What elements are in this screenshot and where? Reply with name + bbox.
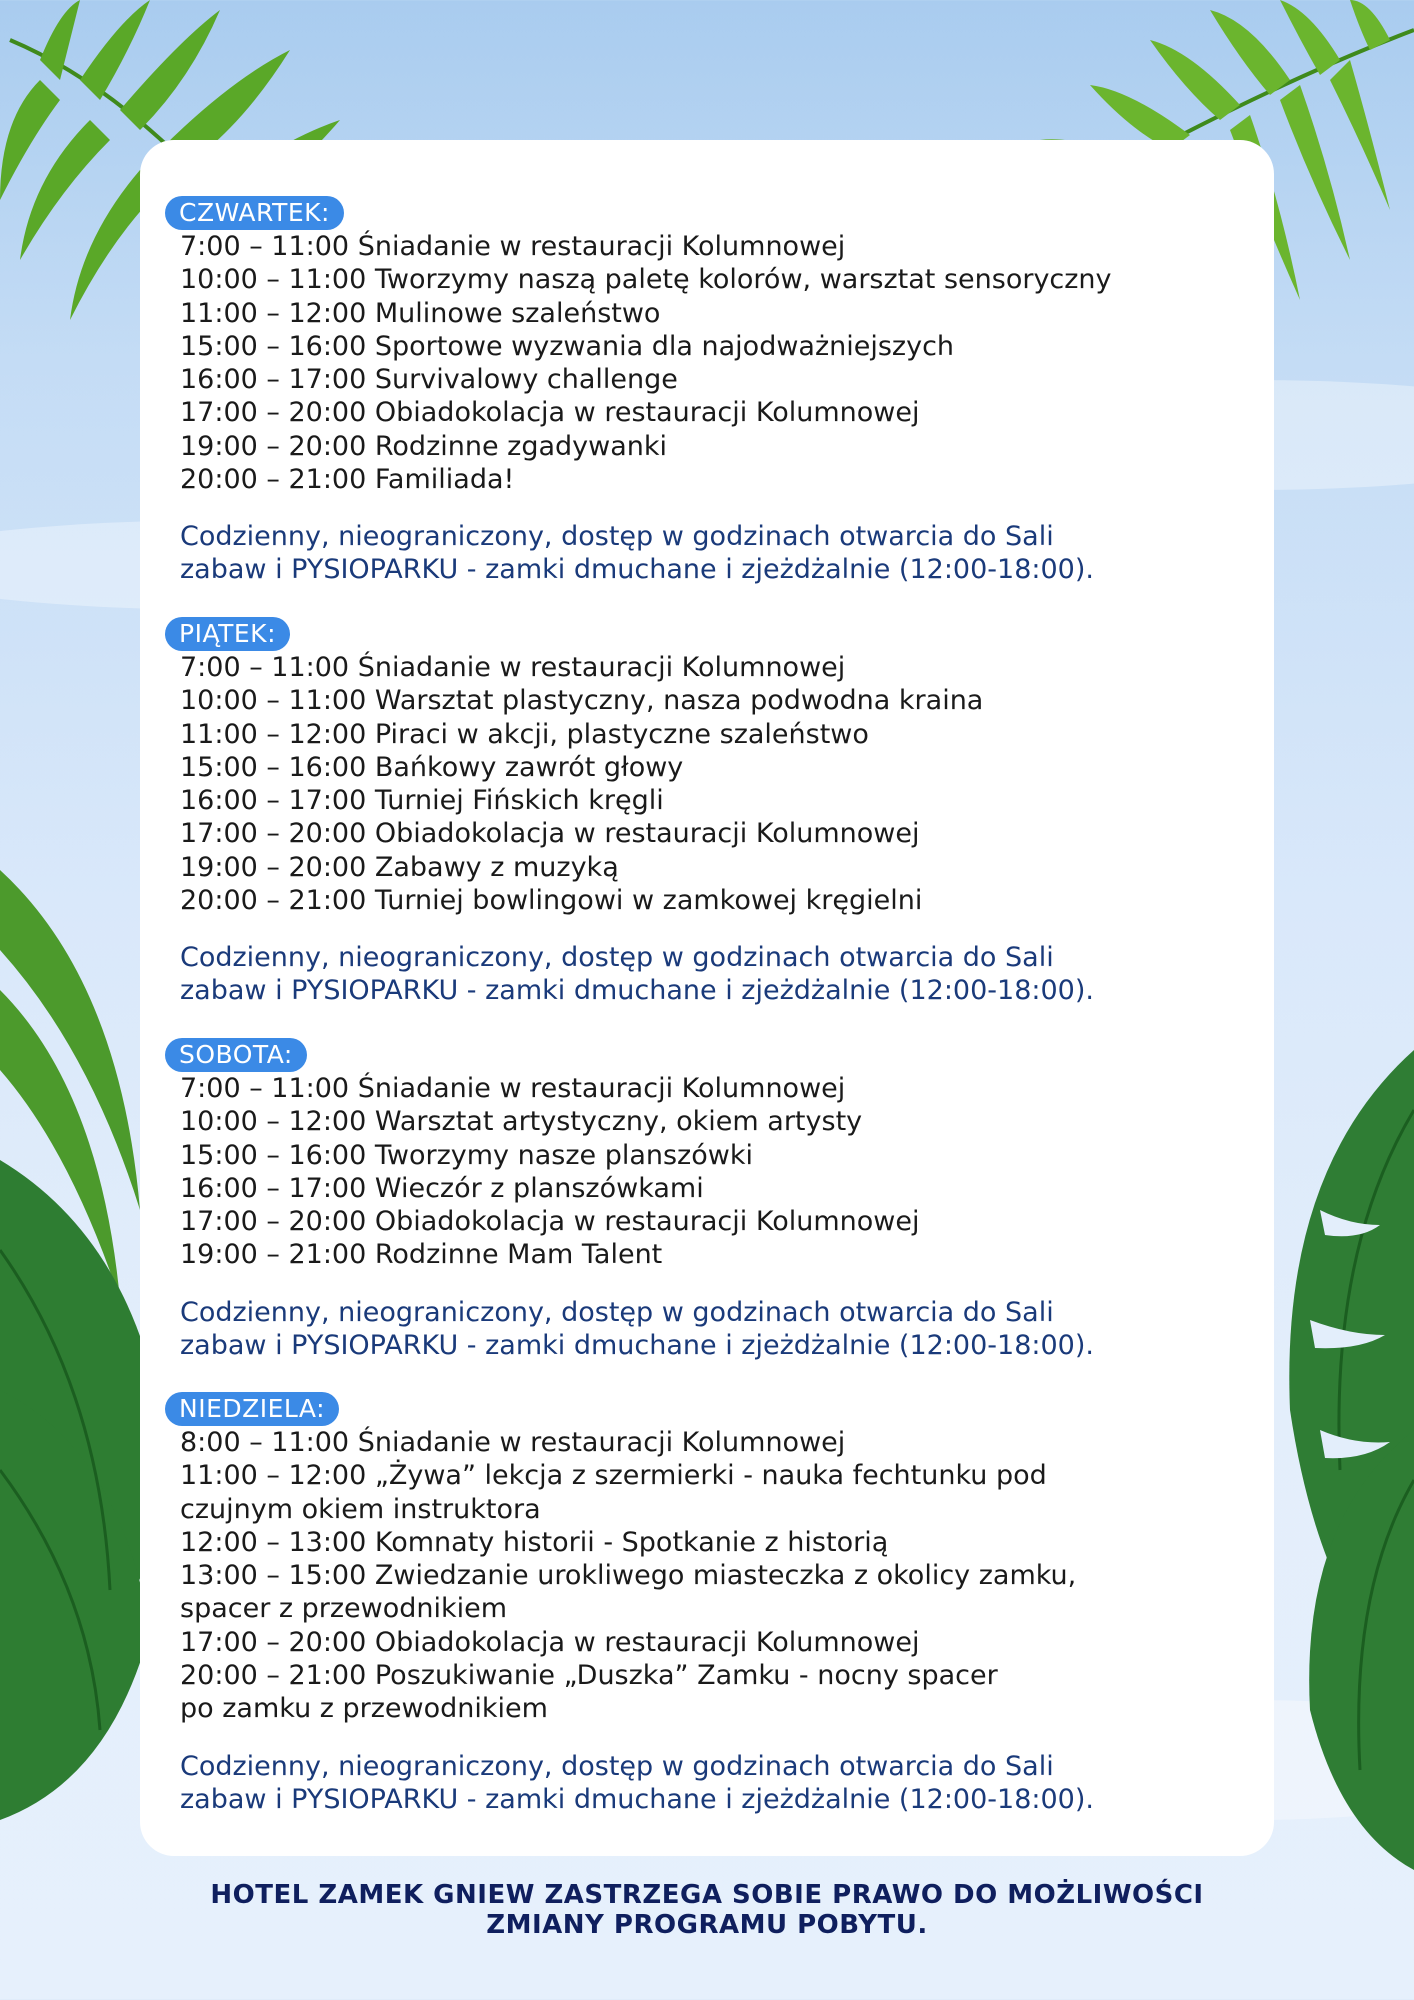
day-section-sunday [165, 1392, 1225, 1816]
daily-access-note [165, 1750, 1225, 1816]
schedule-item: 15:00 – 16:00 Tworzymy nasze planszówki [180, 1139, 753, 1171]
schedule-item: po zamku z przewodnikiem [180, 1693, 548, 1725]
day-section-saturday [165, 1038, 1225, 1362]
schedule-item: 8:00 – 11:00 Śniadanie w restauracji Kolumnowej [180, 1427, 846, 1458]
schedule-item: 11:00 – 12:00 Piraci w akcji, plastyczne szaleństwo [180, 718, 869, 750]
program-change-disclaimer [0, 1880, 1414, 1940]
schedule-item: 17:00 – 20:00 Obiadokolacja w restauracji Kolumnowej [180, 1626, 920, 1658]
note-line: zabaw i PYSIOPARKU - zamki dmuchane i zjeżdżalnie (12:00-18:00). [180, 1783, 1094, 1815]
note-line: zabaw i PYSIOPARKU - zamki dmuchane i zjeżdżalnie (12:00-18:00). [180, 554, 1094, 586]
schedule-item: 13:00 – 15:00 Zwiedzanie urokliwego miasteczka z okolicy zamku, [180, 1560, 1077, 1592]
schedule-item: spacer z przewodnikiem [180, 1593, 508, 1625]
schedule-list [165, 1072, 1225, 1272]
schedule-list [165, 651, 1225, 917]
schedule-item: 7:00 – 11:00 Śniadanie w restauracji Kolumnowej [180, 1073, 846, 1104]
schedule-item: 19:00 – 20:00 Rodzinne zgadywanki [180, 430, 668, 462]
schedule-item: 17:00 – 20:00 Obiadokolacja w restauracji Kolumnowej [180, 1206, 920, 1238]
schedule-item: 17:00 – 20:00 Obiadokolacja w restauracji Kolumnowej [180, 818, 920, 850]
daily-access-note [165, 941, 1225, 1007]
schedule-item: czujnym okiem instruktora [180, 1493, 541, 1525]
schedule-list [165, 1426, 1225, 1726]
disclaimer-line: HOTEL ZAMEK GNIEW ZASTRZEGA SOBIE PRAWO DO MOŻLIWOŚCI [210, 1880, 1204, 1910]
note-line: zabaw i PYSIOPARKU - zamki dmuchane i zjeżdżalnie (12:00-18:00). [180, 975, 1094, 1007]
schedule-item: 10:00 – 12:00 Warsztat artystyczny, okiem artysty [180, 1106, 863, 1138]
note-line: zabaw i PYSIOPARKU - zamki dmuchane i zjeżdżalnie (12:00-18:00). [180, 1329, 1094, 1361]
schedule-item: 16:00 – 17:00 Survivalowy challenge [180, 364, 678, 396]
day-badge: SOBOTA: [165, 1038, 307, 1072]
schedule-item: 19:00 – 21:00 Rodzinne Mam Talent [180, 1239, 663, 1271]
monstera-leaf-icon [1260, 1050, 1414, 1870]
note-line: Codzienny, nieograniczony, dostęp w godzinach otwarcia do Sali [180, 942, 1054, 974]
day-badge: NIEDZIELA: [165, 1392, 339, 1426]
schedule-item: 16:00 – 17:00 Wieczór z planszówkami [180, 1172, 704, 1204]
day-section-friday [165, 617, 1225, 1007]
schedule-item: 20:00 – 21:00 Poszukiwanie „Duszka” Zamku - nocny spacer [180, 1660, 998, 1692]
day-section-thursday [165, 196, 1225, 586]
day-badge: CZWARTEK: [165, 196, 344, 230]
day-badge: PIĄTEK: [165, 617, 290, 651]
schedule-item: 11:00 – 12:00 „Żywa” lekcja z szermierki - nauka fechtunku pod [180, 1460, 1047, 1492]
schedule-item: 20:00 – 21:00 Familiada! [180, 464, 515, 496]
schedule-item: 15:00 – 16:00 Sportowe wyzwania dla najodważniejszych [180, 330, 955, 362]
schedule-item: 10:00 – 11:00 Tworzymy naszą paletę kolorów, warsztat sensoryczny [180, 264, 1112, 296]
schedule-list [165, 230, 1225, 496]
schedule-item: 7:00 – 11:00 Śniadanie w restauracji Kolumnowej [180, 231, 846, 262]
disclaimer-line: ZMIANY PROGRAMU POBYTU. [486, 1910, 928, 1940]
daily-access-note [165, 1296, 1225, 1362]
schedule-item: 11:00 – 12:00 Mulinowe szaleństwo [180, 297, 661, 329]
schedule-item: 12:00 – 13:00 Komnaty historii - Spotkanie z historią [180, 1526, 889, 1558]
daily-access-note [165, 520, 1225, 586]
schedule-item: 17:00 – 20:00 Obiadokolacja w restauracji Kolumnowej [180, 397, 920, 429]
schedule-item: 19:00 – 20:00 Zabawy z muzyką [180, 851, 619, 883]
note-line: Codzienny, nieograniczony, dostęp w godzinach otwarcia do Sali [180, 1296, 1054, 1328]
schedule-item: 15:00 – 16:00 Bańkowy zawrót głowy [180, 751, 684, 783]
note-line: Codzienny, nieograniczony, dostęp w godzinach otwarcia do Sali [180, 521, 1054, 553]
schedule-item: 10:00 – 11:00 Warsztat plastyczny, nasza podwodna kraina [180, 685, 984, 717]
note-line: Codzienny, nieograniczony, dostęp w godzinach otwarcia do Sali [180, 1750, 1054, 1782]
schedule-item: 20:00 – 21:00 Turniej bowlingowi w zamkowej kręgielni [180, 885, 923, 917]
schedule-item: 7:00 – 11:00 Śniadanie w restauracji Kolumnowej [180, 652, 846, 683]
schedule-item: 16:00 – 17:00 Turniej Fińskich kręgli [180, 785, 664, 817]
